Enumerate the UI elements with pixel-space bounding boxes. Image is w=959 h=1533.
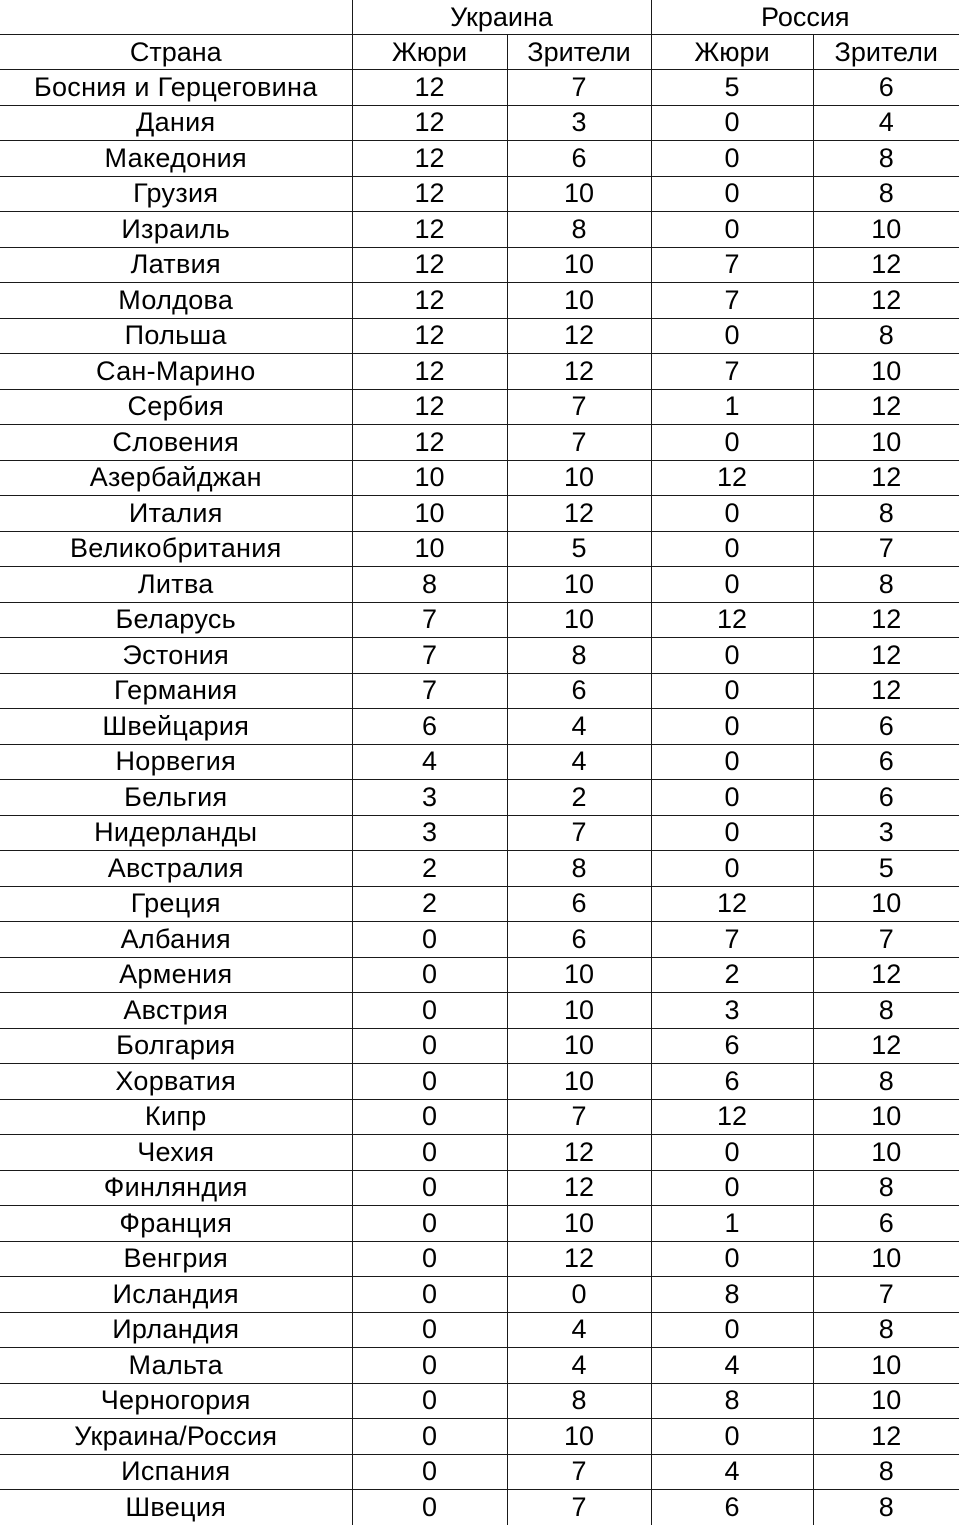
column-header-russia-viewers: Зрители [813,35,959,70]
table-row [0,957,959,993]
ukraine-viewers-cell: 12 [507,318,651,354]
ukraine-jury-cell: 12 [352,70,507,106]
russia-viewers-cell: 6 [813,709,959,745]
russia-viewers-cell: 12 [813,638,959,674]
country-cell: Украина/Россия [0,1419,352,1455]
table-row [0,1454,959,1490]
ukraine-viewers-cell: 3 [507,105,651,141]
ukraine-jury-cell: 0 [352,1135,507,1171]
table-row [0,1064,959,1100]
ukraine-jury-cell: 7 [352,638,507,674]
ukraine-jury-cell: 0 [352,1241,507,1277]
table-row [0,1135,959,1171]
russia-viewers-cell: 8 [813,993,959,1029]
country-cell: Латвия [0,247,352,283]
table-row [0,886,959,922]
ukraine-viewers-cell: 4 [507,709,651,745]
table-row [0,176,959,212]
table-row [0,673,959,709]
table-row [0,425,959,461]
table-row [0,993,959,1029]
ukraine-jury-cell: 2 [352,886,507,922]
table-row [0,780,959,816]
table-row [0,602,959,638]
column-header-ukraine-viewers: Зрители [507,35,651,70]
ukraine-viewers-cell: 6 [507,141,651,177]
country-cell: Сербия [0,389,352,425]
russia-jury-cell: 0 [651,496,813,532]
russia-viewers-cell: 6 [813,744,959,780]
country-cell: Испания [0,1454,352,1490]
ukraine-viewers-cell: 2 [507,780,651,816]
table-row [0,141,959,177]
russia-viewers-cell: 8 [813,176,959,212]
ukraine-jury-cell: 0 [352,957,507,993]
ukraine-jury-cell: 0 [352,1170,507,1206]
country-cell: Великобритания [0,531,352,567]
ukraine-viewers-cell: 12 [507,1241,651,1277]
russia-viewers-cell: 12 [813,1028,959,1064]
ukraine-jury-cell: 6 [352,709,507,745]
russia-viewers-cell: 12 [813,602,959,638]
country-cell: Израиль [0,212,352,248]
russia-jury-cell: 0 [651,1135,813,1171]
table-row [0,1241,959,1277]
ukraine-jury-cell: 10 [352,531,507,567]
russia-jury-cell: 6 [651,1064,813,1100]
ukraine-viewers-cell: 7 [507,425,651,461]
ukraine-jury-cell: 3 [352,780,507,816]
ukraine-jury-cell: 7 [352,673,507,709]
russia-jury-cell: 0 [651,318,813,354]
ukraine-viewers-cell: 10 [507,957,651,993]
ukraine-viewers-cell: 8 [507,851,651,887]
russia-viewers-cell: 8 [813,1454,959,1490]
ukraine-jury-cell: 12 [352,212,507,248]
russia-viewers-cell: 5 [813,851,959,887]
ukraine-viewers-cell: 7 [507,1454,651,1490]
ukraine-jury-cell: 12 [352,318,507,354]
ukraine-jury-cell: 0 [352,1064,507,1100]
russia-jury-cell: 0 [651,638,813,674]
russia-jury-cell: 7 [651,354,813,390]
russia-jury-cell: 0 [651,1312,813,1348]
table-row [0,1099,959,1135]
russia-viewers-cell: 7 [813,531,959,567]
russia-jury-cell: 0 [651,105,813,141]
country-cell: Черногория [0,1383,352,1419]
table-row [0,744,959,780]
country-cell: Мальта [0,1348,352,1384]
ukraine-viewers-cell: 4 [507,744,651,780]
country-cell: Финляндия [0,1170,352,1206]
table-row [0,851,959,887]
ukraine-jury-cell: 0 [352,1206,507,1242]
russia-jury-cell: 0 [651,425,813,461]
country-cell: Молдова [0,283,352,319]
russia-viewers-cell: 8 [813,1064,959,1100]
russia-viewers-cell: 7 [813,1277,959,1313]
country-cell: Чехия [0,1135,352,1171]
country-cell: Болгария [0,1028,352,1064]
country-cell: Греция [0,886,352,922]
ukraine-viewers-cell: 8 [507,638,651,674]
ukraine-viewers-cell: 4 [507,1348,651,1384]
russia-viewers-cell: 12 [813,460,959,496]
russia-viewers-cell: 6 [813,780,959,816]
russia-jury-cell: 6 [651,1490,813,1525]
russia-viewers-cell: 12 [813,673,959,709]
table-row [0,815,959,851]
russia-jury-cell: 7 [651,283,813,319]
russia-viewers-cell: 8 [813,141,959,177]
group-header-row [0,0,959,35]
table-row [0,1028,959,1064]
table-row [0,212,959,248]
russia-jury-cell: 0 [651,531,813,567]
ukraine-jury-cell: 12 [352,176,507,212]
table-row [0,922,959,958]
country-cell: Босния и Герцеговина [0,70,352,106]
country-cell: Венгрия [0,1241,352,1277]
russia-viewers-cell: 8 [813,1490,959,1525]
country-cell: Бельгия [0,780,352,816]
column-header-ukraine-jury: Жюри [352,35,507,70]
country-cell: Исландия [0,1277,352,1313]
russia-jury-cell: 7 [651,247,813,283]
country-cell: Нидерланды [0,815,352,851]
table-row [0,354,959,390]
russia-jury-cell: 0 [651,567,813,603]
ukraine-viewers-cell: 12 [507,1170,651,1206]
ukraine-jury-cell: 0 [352,1490,507,1525]
ukraine-viewers-cell: 10 [507,176,651,212]
ukraine-jury-cell: 0 [352,1454,507,1490]
country-cell: Швейцария [0,709,352,745]
ukraine-jury-cell: 12 [352,105,507,141]
russia-jury-cell: 3 [651,993,813,1029]
group-header-russia: Россия [651,0,959,35]
ukraine-viewers-cell: 12 [507,496,651,532]
russia-jury-cell: 0 [651,673,813,709]
russia-jury-cell: 0 [651,176,813,212]
russia-jury-cell: 0 [651,141,813,177]
ukraine-jury-cell: 10 [352,496,507,532]
table-row [0,531,959,567]
country-cell: Беларусь [0,602,352,638]
ukraine-jury-cell: 3 [352,815,507,851]
russia-jury-cell: 0 [651,744,813,780]
russia-jury-cell: 12 [651,460,813,496]
table-row [0,1419,959,1455]
russia-jury-cell: 8 [651,1383,813,1419]
ukraine-viewers-cell: 12 [507,354,651,390]
ukraine-viewers-cell: 10 [507,283,651,319]
ukraine-jury-cell: 12 [352,141,507,177]
country-cell: Ирландия [0,1312,352,1348]
country-cell: Норвегия [0,744,352,780]
russia-viewers-cell: 7 [813,922,959,958]
ukraine-viewers-cell: 10 [507,1028,651,1064]
ukraine-jury-cell: 12 [352,354,507,390]
country-cell: Эстония [0,638,352,674]
ukraine-jury-cell: 8 [352,567,507,603]
country-cell: Грузия [0,176,352,212]
country-cell: Литва [0,567,352,603]
table-row [0,1490,959,1525]
ukraine-jury-cell: 0 [352,993,507,1029]
ukraine-viewers-cell: 6 [507,922,651,958]
russia-viewers-cell: 10 [813,1135,959,1171]
russia-viewers-cell: 8 [813,318,959,354]
russia-viewers-cell: 10 [813,425,959,461]
russia-jury-cell: 2 [651,957,813,993]
russia-jury-cell: 4 [651,1348,813,1384]
ukraine-viewers-cell: 10 [507,247,651,283]
ukraine-viewers-cell: 5 [507,531,651,567]
russia-jury-cell: 0 [651,780,813,816]
country-cell: Италия [0,496,352,532]
russia-viewers-cell: 12 [813,957,959,993]
ukraine-jury-cell: 0 [352,1312,507,1348]
ukraine-viewers-cell: 12 [507,1135,651,1171]
ukraine-viewers-cell: 10 [507,1206,651,1242]
table-row [0,389,959,425]
country-cell: Сан-Марино [0,354,352,390]
russia-viewers-cell: 10 [813,886,959,922]
ukraine-jury-cell: 2 [352,851,507,887]
table-row [0,1383,959,1419]
russia-viewers-cell: 10 [813,1241,959,1277]
corner-cell [0,0,352,35]
russia-viewers-cell: 8 [813,567,959,603]
ukraine-jury-cell: 0 [352,1348,507,1384]
group-header-ukraine: Украина [352,0,651,35]
table-row [0,1206,959,1242]
russia-jury-cell: 4 [651,1454,813,1490]
russia-jury-cell: 7 [651,922,813,958]
country-cell: Франция [0,1206,352,1242]
ukraine-viewers-cell: 10 [507,993,651,1029]
table-row [0,1277,959,1313]
russia-viewers-cell: 8 [813,1312,959,1348]
russia-viewers-cell: 4 [813,105,959,141]
ukraine-jury-cell: 12 [352,425,507,461]
column-header-russia-jury: Жюри [651,35,813,70]
ukraine-viewers-cell: 10 [507,1064,651,1100]
table-row [0,1170,959,1206]
ukraine-jury-cell: 0 [352,1099,507,1135]
country-cell: Хорватия [0,1064,352,1100]
russia-viewers-cell: 12 [813,1419,959,1455]
ukraine-viewers-cell: 7 [507,389,651,425]
table-row [0,247,959,283]
russia-viewers-cell: 12 [813,283,959,319]
ukraine-jury-cell: 10 [352,460,507,496]
country-cell: Австралия [0,851,352,887]
table-row [0,105,959,141]
country-cell: Словения [0,425,352,461]
ukraine-viewers-cell: 0 [507,1277,651,1313]
ukraine-jury-cell: 12 [352,389,507,425]
ukraine-viewers-cell: 10 [507,602,651,638]
table-row [0,1312,959,1348]
russia-jury-cell: 0 [651,1419,813,1455]
russia-jury-cell: 5 [651,70,813,106]
ukraine-jury-cell: 0 [352,1419,507,1455]
russia-jury-cell: 12 [651,886,813,922]
russia-viewers-cell: 10 [813,1099,959,1135]
russia-jury-cell: 0 [651,1170,813,1206]
country-cell: Албания [0,922,352,958]
russia-jury-cell: 6 [651,1028,813,1064]
russia-jury-cell: 12 [651,602,813,638]
column-header-row [0,35,959,70]
country-cell: Австрия [0,993,352,1029]
ukraine-viewers-cell: 8 [507,212,651,248]
russia-jury-cell: 0 [651,851,813,887]
russia-viewers-cell: 8 [813,496,959,532]
russia-viewers-cell: 10 [813,212,959,248]
ukraine-jury-cell: 0 [352,1277,507,1313]
ukraine-jury-cell: 0 [352,1383,507,1419]
ukraine-jury-cell: 12 [352,247,507,283]
russia-viewers-cell: 6 [813,1206,959,1242]
ukraine-viewers-cell: 8 [507,1383,651,1419]
table-row [0,496,959,532]
ukraine-viewers-cell: 6 [507,673,651,709]
table-row [0,70,959,106]
ukraine-viewers-cell: 7 [507,1490,651,1525]
russia-jury-cell: 1 [651,1206,813,1242]
ukraine-jury-cell: 4 [352,744,507,780]
russia-jury-cell: 0 [651,212,813,248]
russia-viewers-cell: 10 [813,354,959,390]
russia-viewers-cell: 10 [813,1383,959,1419]
country-cell: Македония [0,141,352,177]
country-cell: Кипр [0,1099,352,1135]
table-row [0,1348,959,1384]
russia-viewers-cell: 8 [813,1170,959,1206]
russia-jury-cell: 1 [651,389,813,425]
column-header-country: Страна [0,35,352,70]
table-row [0,318,959,354]
country-cell: Дания [0,105,352,141]
country-cell: Швеция [0,1490,352,1525]
russia-jury-cell: 0 [651,709,813,745]
russia-viewers-cell: 12 [813,389,959,425]
russia-jury-cell: 0 [651,815,813,851]
ukraine-viewers-cell: 10 [507,1419,651,1455]
table-row [0,709,959,745]
ukraine-jury-cell: 12 [352,283,507,319]
russia-jury-cell: 0 [651,1241,813,1277]
ukraine-jury-cell: 7 [352,602,507,638]
ukraine-viewers-cell: 7 [507,815,651,851]
table-row [0,460,959,496]
table-row [0,567,959,603]
ukraine-viewers-cell: 4 [507,1312,651,1348]
ukraine-viewers-cell: 10 [507,567,651,603]
russia-viewers-cell: 10 [813,1348,959,1384]
ukraine-viewers-cell: 10 [507,460,651,496]
russia-viewers-cell: 6 [813,70,959,106]
russia-jury-cell: 8 [651,1277,813,1313]
country-cell: Германия [0,673,352,709]
ukraine-viewers-cell: 7 [507,1099,651,1135]
ukraine-jury-cell: 0 [352,922,507,958]
table-row [0,283,959,319]
russia-jury-cell: 12 [651,1099,813,1135]
country-cell: Польша [0,318,352,354]
ukraine-jury-cell: 0 [352,1028,507,1064]
russia-viewers-cell: 3 [813,815,959,851]
country-cell: Азербайджан [0,460,352,496]
country-cell: Армения [0,957,352,993]
russia-viewers-cell: 12 [813,247,959,283]
ukraine-viewers-cell: 6 [507,886,651,922]
table-row [0,638,959,674]
ukraine-viewers-cell: 7 [507,70,651,106]
